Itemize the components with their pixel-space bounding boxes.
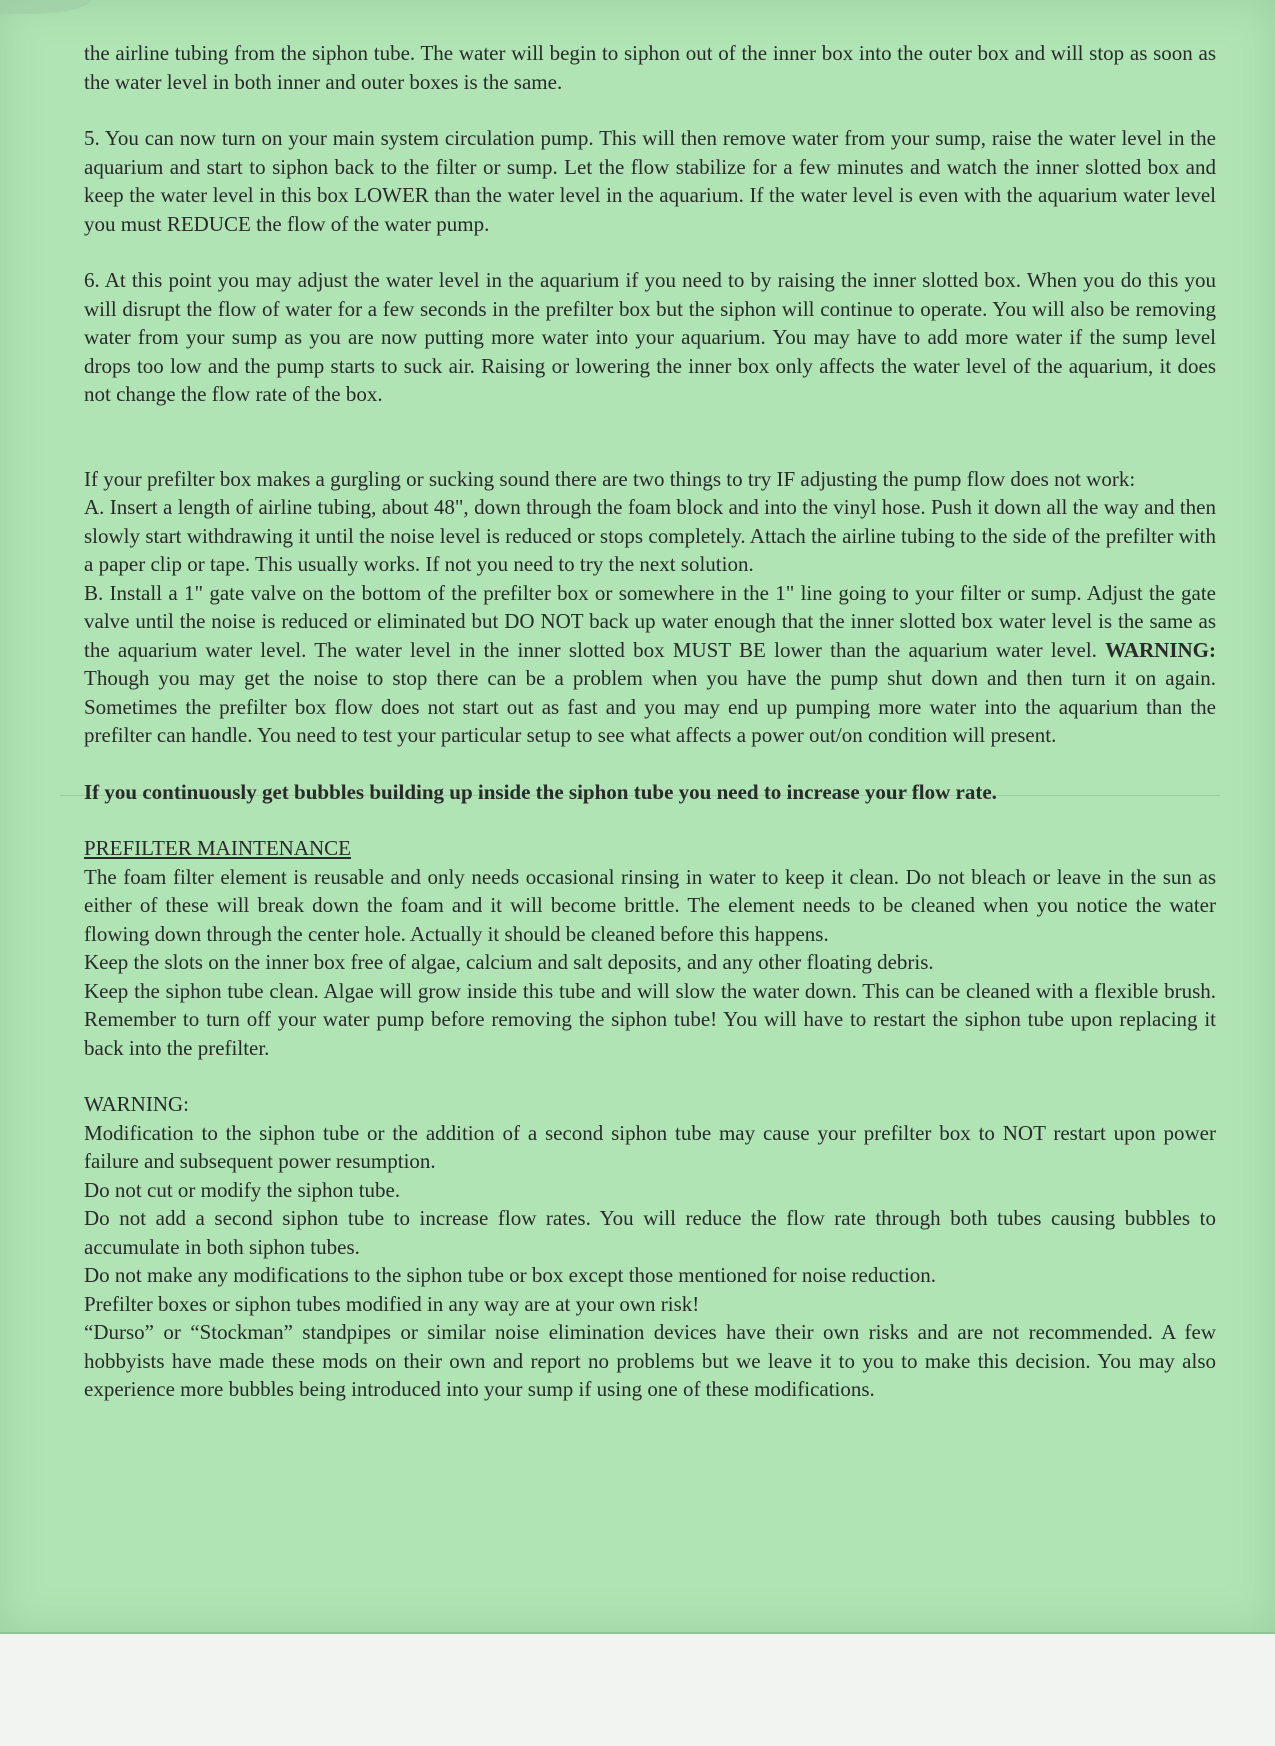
- step-6-paragraph: 6. At this point you may adjust the water level in the aquarium if you need to by raising the inner slotted box. When you do this you will disrupt the flow of water for a few seconds in the prefilter box but the siphon will continue to operate. You will also be removing water from your sump as you are now putting more water into your aquarium. You may have to add more water if the sump level drops too low and the pump starts to suck air. Raising or lowering the inner box only affects the water level of the aquarium, it does not change the flow rate of the box.: [84, 268, 1216, 406]
- document-body: [84, 39, 1216, 1404]
- step-5-paragraph: 5. You can now turn on your main system circulation pump. This will then remove water from your sump, raise the water level in the aquarium and start to siphon back to the filter or sump. Let the flow stabilize for a few minutes and watch the inner slotted box and keep the water level in this box LOWER than the water level in the aquarium. If the water level is even with the aquarium water level you must REDUCE the flow of the water pump.: [84, 126, 1216, 236]
- option-a-paragraph: A. Insert a length of airline tubing, about 48", down through the foam block and into the vinyl hose. Push it down all the way and then slowly start withdrawing it until the noise level is reduced or stops completely. Attach the airline tubing to the side of the prefilter with a paper clip or tape. This usually works. If not you need to try the next solution.: [84, 495, 1216, 576]
- warning-paragraph-3: Do not add a second siphon tube to increase flow rates. You will reduce the flow rate through both tubes causing bubbles to accumulate in both siphon tubes.: [84, 1206, 1216, 1259]
- warning-paragraph-2: Do not cut or modify the siphon tube.: [84, 1177, 401, 1202]
- maintenance-paragraph-1: The foam filter element is reusable and only needs occasional rinsing in water to keep it clean. Do not bleach or leave in the sun as either of these will break down the foam and it will become brittle. The element needs to be cleaned when you notice the water flowing down through the center hole. Actually it should be cleaned before this happens.: [84, 864, 1216, 946]
- option-b-text-end: Though you may get the noise to stop there can be a problem when you have the pump shut down and then turn it on again. Sometimes the prefilter box flow does not start out as fast and you may end up pumping more water into the aquarium than the prefilter can handle. You need to test your particular setup to see what affects a power out/on condition will present.: [84, 666, 1216, 747]
- warning-paragraph-6: “Durso” or “Stockman” standpipes or similar noise elimination devices have their own risks and are not recommended. A few hobbyists have made these mods on their own and report no problems but we leave it to you to make this decision. You may also experience more bubbles being introduced into your sump if using one of these modifications.: [84, 1320, 1216, 1401]
- warning-paragraph-5: Prefilter boxes or siphon tubes modified in any way are at your own risk!: [84, 1291, 700, 1316]
- intro-paragraph: the airline tubing from the siphon tube. The water will begin to siphon out of the inner box into the outer box and will stop as soon as the water level in both inner and outer boxes is the same.: [84, 41, 1216, 94]
- noise-intro-paragraph: If your prefilter box makes a gurgling or sucking sound there are two things to try IF adjusting the pump flow does not work:: [84, 466, 1136, 491]
- paper-corner-shadow: [0, 0, 90, 14]
- option-b-warning-label: WARNING:: [1105, 637, 1216, 662]
- maintenance-heading: PREFILTER MAINTENANCE: [84, 836, 351, 860]
- warning-heading: WARNING:: [84, 1092, 189, 1116]
- warning-paragraph-4: Do not make any modifications to the siphon tube or box except those mentioned for noise reduction.: [84, 1263, 937, 1287]
- warning-paragraph-1: Modification to the siphon tube or the addition of a second siphon tube may cause your prefilter box to NOT restart upon power failure and subsequent power resumption.: [84, 1120, 1216, 1173]
- option-b-paragraph: [84, 579, 1216, 750]
- option-b-text-start: B. Install a 1" gate valve on the bottom of the prefilter box or somewhere in the 1" line going to your filter or sump. Adjust the gate valve until the noise is reduced or eliminated but DO NOT back up water enough that the inner slotted box water level is the same as the aquarium water level. The water level in the inner slotted box MUST BE lower than the aquarium water level.: [84, 580, 1216, 662]
- bubbles-note: If you continuously get bubbles building up inside the siphon tube you need to increase your flow rate.: [84, 779, 997, 804]
- maintenance-paragraph-3: Keep the siphon tube clean. Algae will grow inside this tube and will slow the water down. This can be cleaned with a flexible brush. Remember to turn off your water pump before removing the siphon tube! You will have to restart the siphon tube upon replacing it back into the prefilter.: [84, 978, 1216, 1060]
- maintenance-paragraph-2: Keep the slots on the inner box free of algae, calcium and salt deposits, and any other floating debris.: [84, 950, 934, 974]
